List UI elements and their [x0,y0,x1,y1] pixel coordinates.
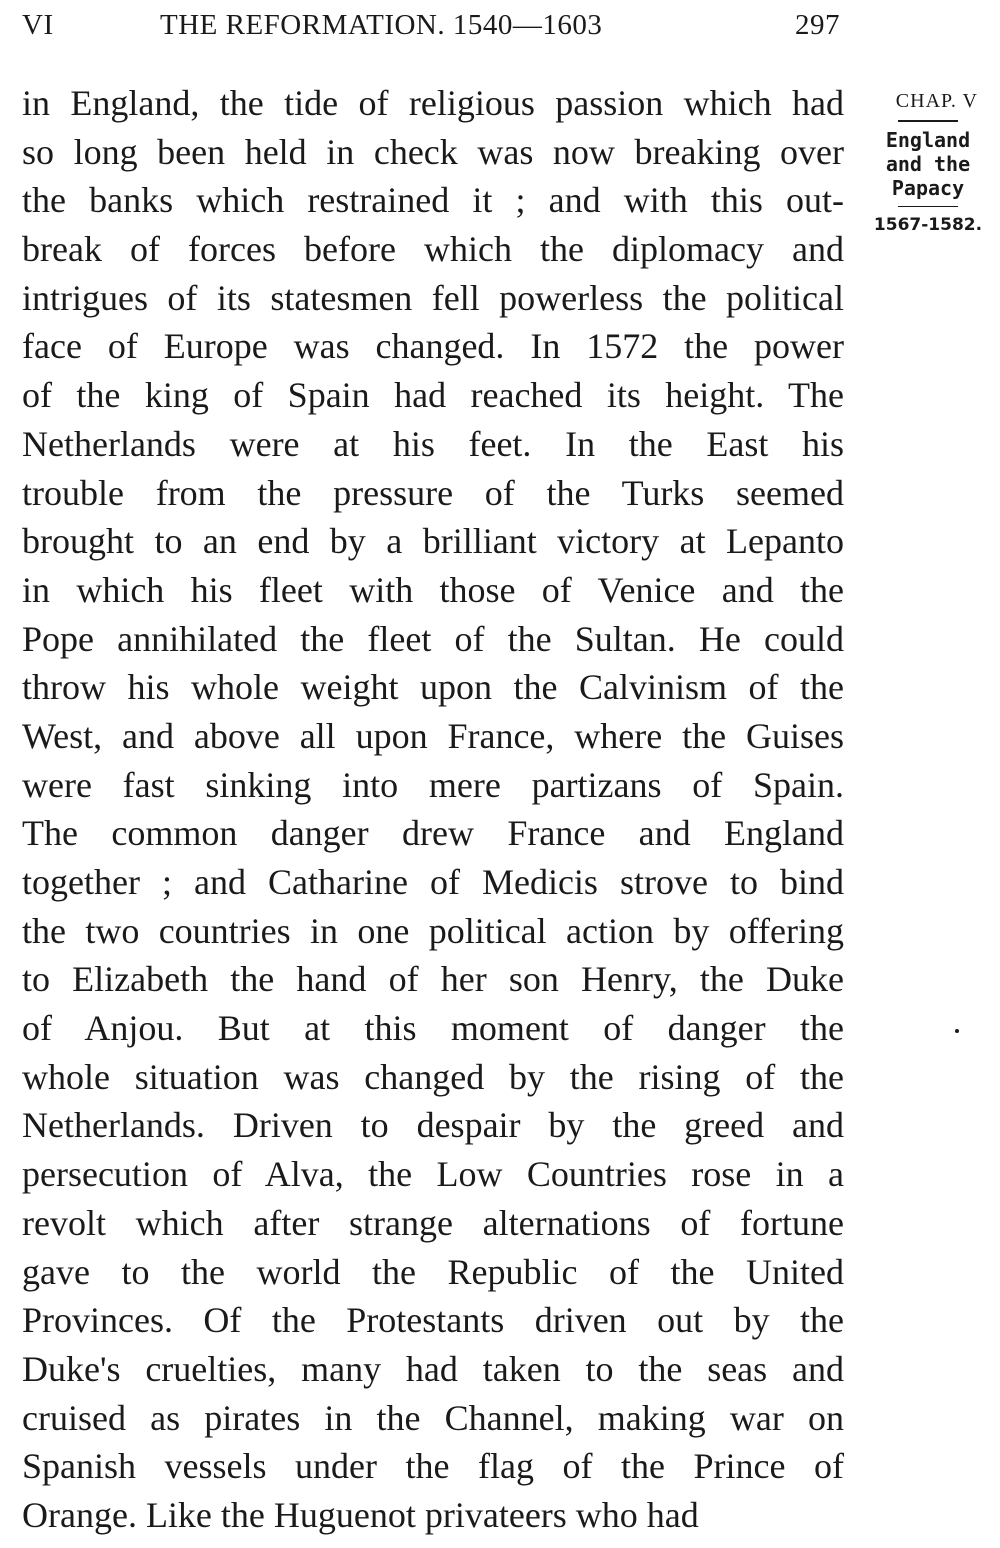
text-line: Duke's cruelties, many had taken to the seas and [22,1348,844,1389]
margin-note-chapter: CHAP. V [895,90,978,112]
margin-note-topic-line: England [885,127,971,152]
margin-note [868,88,988,237]
text-line: throw his whole weight upon the Calvinism of the [22,667,844,708]
text-line: cruised as pirates in the Channel, making war on [22,1397,844,1438]
text-line: Netherlands were at his feet. In the East his [22,423,844,464]
body-text [22,79,844,1540]
text-line: Provinces. Of the Protestants driven out by the [22,1300,844,1341]
text-line: in England, the tide of religious passion which had [22,83,844,123]
text-line: persecution of Alva, the Low Countries rose in a [22,1154,844,1195]
text-line: whole situation was changed by the rising of the [22,1056,844,1097]
margin-note-divider [898,120,958,122]
running-title: THE REFORMATION. 1540—1603 [160,9,603,41]
print-speck [955,1029,959,1033]
text-line: of the king of Spain had reached its height. The [22,375,844,416]
text-line: so long been held in check was now breaking over [22,131,844,172]
text-line: together ; and Catharine of Medicis strove to bind [22,862,844,902]
margin-note-topic-line: and the [885,151,971,176]
text-line: revolt which after strange alternations of fortune [22,1202,844,1243]
text-line: Orange. Like the Huguenot privateers who had [22,1494,699,1535]
margin-note-dates: 1567-1582. [873,215,983,235]
text-line: to Elizabeth the hand of her son Henry, the Duke [22,959,844,1000]
text-line: face of Europe was changed. In 1572 the power [22,326,844,367]
text-line: trouble from the pressure of the Turks seemed [22,472,844,513]
chapter-numeral: VI [22,9,54,41]
text-line: break of forces before which the diplomacy and [22,229,844,270]
text-line: the two countries in one political action by offering [22,910,844,951]
text-line: The common danger drew France and England [22,813,844,854]
text-line: of Anjou. But at this moment of danger the [22,1008,844,1049]
text-line: were fast sinking into mere partizans of Spain. [22,764,844,805]
text-line: Netherlands. Driven to despair by the greed and [22,1105,844,1146]
text-line: in which his fleet with those of Venice and the [22,569,844,610]
margin-note-divider [898,206,958,208]
text-line: gave to the world the Republic of the United [22,1251,844,1292]
text-line: Spanish vessels under the flag of the Prince of [22,1446,844,1487]
text-line: West, and above all upon France, where the Guises [22,715,844,756]
text-line: Pope annihilated the fleet of the Sultan. He could [22,618,844,659]
page-header [0,8,1000,48]
page-number: 297 [795,9,840,41]
text-line: brought to an end by a brilliant victory at Lepanto [22,521,844,562]
text-line: the banks which restrained it ; and with this out- [22,180,844,221]
margin-note-topic-line: Papacy [891,175,965,200]
text-line: intrigues of its statesmen fell powerless the political [22,277,844,318]
